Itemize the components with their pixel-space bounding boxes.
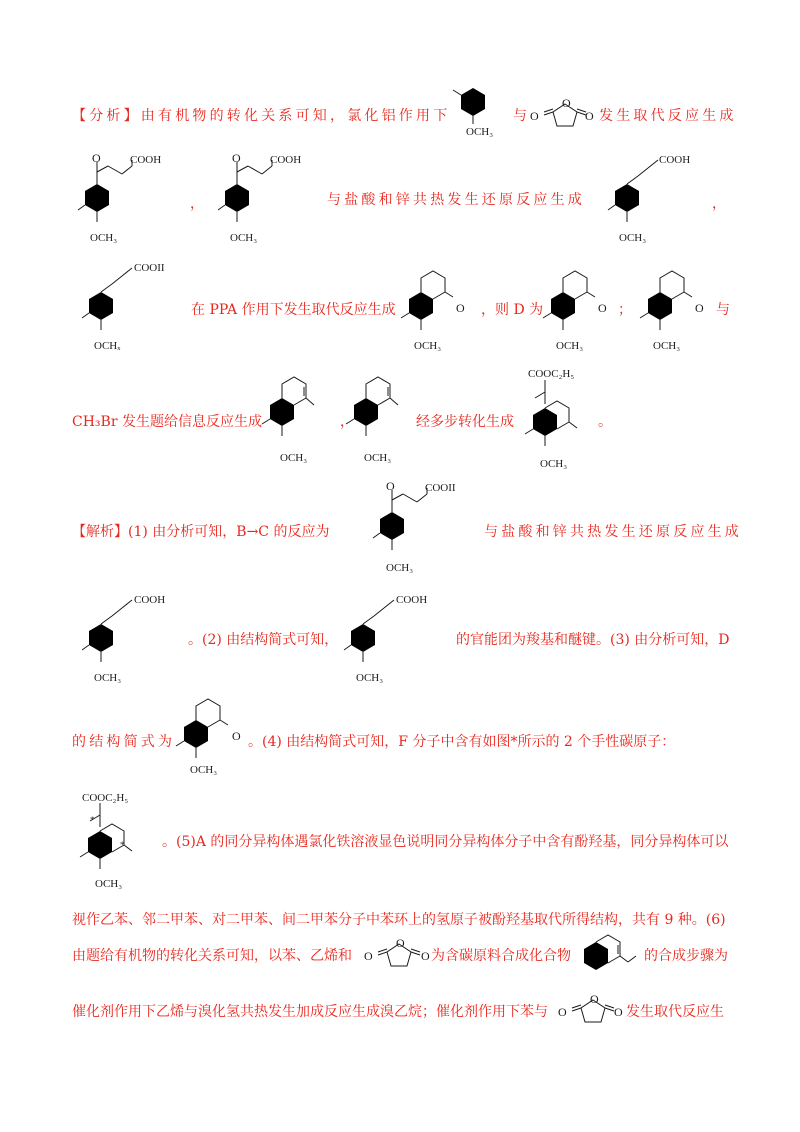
och3-label: OCH₃ xyxy=(386,562,414,574)
och3-label: OCH₃ xyxy=(95,878,123,890)
structure-aryl-butanoic-acid xyxy=(72,590,182,690)
och3-label: OCH₃ xyxy=(619,232,647,244)
och3-label: OCH₃ xyxy=(364,452,392,464)
och3-label: OCH₃ xyxy=(466,126,494,138)
text-line-5b: 与盐酸和锌共热发生还原反应生成 xyxy=(484,524,742,540)
och3-label: OCH₃ xyxy=(414,340,442,352)
text-line-4c: 经多步转化生成 xyxy=(416,414,514,430)
och3-label: OCH₃ xyxy=(190,764,218,776)
text-line-10a: 由题给有机物的转化关系可知，以苯、乙烯和 xyxy=(72,948,352,964)
och3-label: OCH₃ xyxy=(90,232,118,244)
oxygen-label: O xyxy=(232,729,241,743)
och3-label: OCH₃ xyxy=(653,340,681,352)
oxygen-label: O xyxy=(396,936,405,950)
structure-ethyl-dihydronaphthalene xyxy=(580,930,650,980)
text-line-6b: 的官能团为羧基和醚键。(3) 由分析可知，D xyxy=(456,632,730,648)
och3-label: OCH₃ xyxy=(356,672,384,684)
text-line-10b: 为含碳原料合成化合物 xyxy=(431,948,571,964)
och3-label: OCH₃ xyxy=(230,232,258,244)
text-line-10c: 的合成步骤为 xyxy=(644,948,728,964)
text-line-1c: 发生取代反应生成 xyxy=(599,108,737,124)
oxygen-label: O xyxy=(421,949,430,963)
text-line-9: 视作乙苯、邻二甲苯、对二甲苯、间二甲苯分子中苯环上的氢原子被酚羟基取代所得结构，共有 9 种。(6) xyxy=(72,912,726,928)
text-line-2a: ， xyxy=(190,196,204,212)
text-line-8: 。(5)A 的同分异构体遇氯化铁溶液显色说明同分异构体分子中含有酚羟基，同分异构体可以 xyxy=(162,834,729,850)
text-line-1b: 与 xyxy=(513,108,527,124)
text-line-11b: 发生取代反应生 xyxy=(626,1004,724,1020)
oxygen-label: O xyxy=(614,1005,623,1019)
structure-aryl-butanoic-acid xyxy=(72,258,182,358)
cooh-label: COOII xyxy=(425,482,456,494)
cooh-label: COOH xyxy=(130,154,162,166)
text-line-2b: 与盐酸和锌共热发生还原反应生成 xyxy=(327,192,585,208)
text-line-2c: ， xyxy=(712,196,726,212)
text-line-1a: 【分析】由有机物的转化关系可知，氯化铝作用下 xyxy=(72,108,451,124)
cooc2h5-label: COOC₂H₅ xyxy=(528,368,575,380)
oxygen-label: O xyxy=(695,301,704,315)
cooh-label: COOH xyxy=(396,594,428,606)
och3-label: OCH₃ xyxy=(540,458,568,470)
och3-label: OCH₃ xyxy=(94,672,122,684)
cooh-label: COOH xyxy=(659,154,691,166)
cooc2h5-label: COOC₂H₅ xyxy=(82,792,129,804)
text-line-3d: 与 xyxy=(716,302,730,318)
structure-dihydronaphthalene xyxy=(258,362,338,462)
cooh-label: COOH xyxy=(134,594,166,606)
text-line-4b: ， xyxy=(340,414,354,430)
text-line-6a: 。(2) 由结构简式可知， xyxy=(188,632,339,648)
och3-label: OCH₃ xyxy=(556,340,584,352)
oxygen-label: O xyxy=(232,151,241,165)
oxygen-label: O xyxy=(590,992,599,1006)
text-line-11a: 催化剂作用下乙烯与溴化氢共热发生加成反应生成溴乙烷；催化剂作用下苯与 xyxy=(72,1004,548,1020)
oxygen-label: O xyxy=(364,949,373,963)
oxygen-label: O xyxy=(558,1005,567,1019)
cooh-label: COOII xyxy=(134,262,165,274)
structure-dihydronaphthalene xyxy=(342,362,422,462)
text-line-3b: ，则 D 为 xyxy=(481,302,544,318)
text-line-5a: 【解析】(1) 由分析可知，B→C 的反应为 xyxy=(72,524,330,540)
chiral-star: * xyxy=(120,840,125,850)
text-line-7b: 。(4) 由结构简式可知，F 分子中含有如图*所示的 2 个手性碳原子： xyxy=(248,734,676,750)
oxygen-label: O xyxy=(598,301,607,315)
cooh-label: COOH xyxy=(270,154,302,166)
text-line-3a: 在 PPA 作用下发生取代反应生成 xyxy=(191,302,396,318)
oxygen-label: O xyxy=(585,109,594,123)
oxygen-label: O xyxy=(92,151,101,165)
oxygen-label: O xyxy=(386,479,395,493)
chiral-star: * xyxy=(90,815,95,825)
structure-aryl-butanoic-acid xyxy=(334,590,444,690)
text-line-7a: 的结构简式为 xyxy=(72,734,176,750)
oxygen-label: O xyxy=(530,109,539,123)
text-line-3c: ； xyxy=(618,302,632,318)
structure-aryl-butanoic-acid xyxy=(598,150,708,250)
text-line-4a: CH₃Br 发生题给信息反应生成 xyxy=(72,414,262,430)
oxygen-label: O xyxy=(562,96,571,110)
och3-label: OCH₃ xyxy=(280,452,308,464)
text-line-4d: 。 xyxy=(598,414,612,430)
och3-label: OCHₓ xyxy=(94,340,121,352)
oxygen-label: O xyxy=(456,301,465,315)
